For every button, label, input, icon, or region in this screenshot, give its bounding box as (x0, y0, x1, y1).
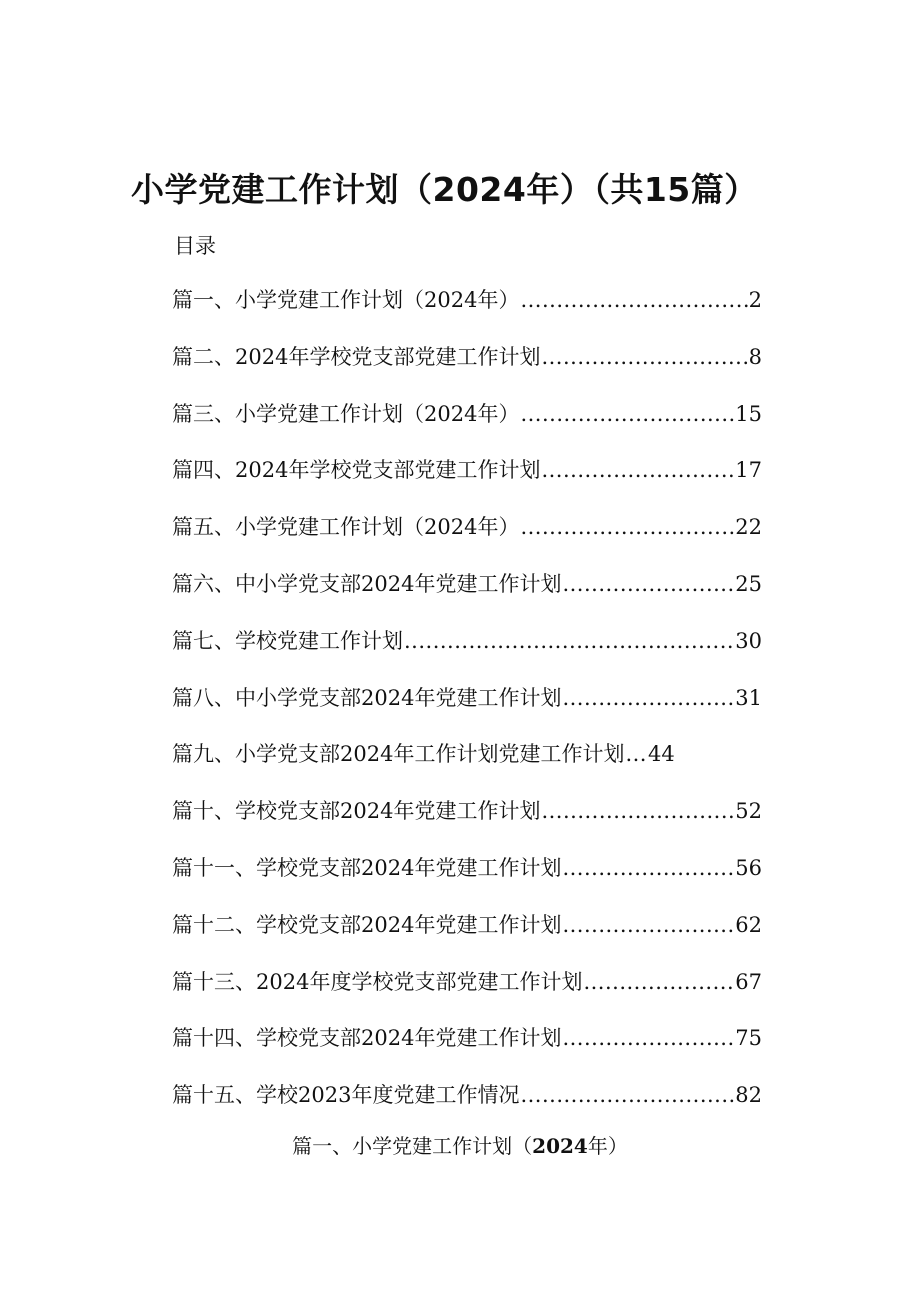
dot-leader (520, 284, 747, 316)
toc-page-number: 30 (735, 628, 762, 653)
toc-entry-title: 篇四、2024年学校党支部党建工作计划 (172, 458, 541, 483)
toc-entry[interactable] (172, 454, 762, 511)
section-heading-year: 2024 (532, 1134, 588, 1158)
toc-entry[interactable] (172, 738, 762, 795)
dot-leader (520, 1079, 734, 1111)
toc-entry[interactable] (172, 568, 762, 625)
toc-page-number: 62 (735, 912, 762, 937)
toc-entry[interactable] (172, 909, 762, 966)
toc-page-number: 52 (735, 799, 762, 824)
toc-page-number: 31 (735, 685, 762, 710)
dot-leader (583, 966, 734, 998)
toc-entry[interactable] (172, 341, 762, 398)
section-heading-prefix: 篇一、小学党建工作计划（ (292, 1134, 533, 1158)
toc-entry-title: 篇三、小学党建工作计划（2024年） (172, 401, 520, 426)
dot-leader (404, 625, 734, 657)
toc-entry-title: 篇十、学校党支部2024年党建工作计划 (172, 799, 541, 824)
dot-leader (562, 1022, 734, 1054)
toc-entry-title: 篇十五、学校2023年度党建工作情况 (172, 1083, 520, 1108)
toc-page-number: 44 (647, 742, 675, 767)
toc-entry[interactable] (172, 852, 762, 909)
toc-page-number: 8 (748, 344, 762, 369)
dot-leader (562, 682, 734, 714)
toc-entry-title: 篇十一、学校党支部2024年党建工作计划 (172, 855, 562, 880)
toc-entry-title: 篇九、小学党支部2024年工作计划党建工作计划 (172, 742, 625, 767)
toc-entry-title: 篇一、小学党建工作计划（2024年） (172, 288, 520, 312)
toc-page-number: 22 (735, 515, 762, 540)
toc-page-number: 56 (735, 855, 762, 880)
toc-entry[interactable] (172, 625, 762, 682)
toc-heading: 目录 (174, 234, 216, 258)
toc-page-number: 2 (748, 288, 762, 312)
toc-page-number: 17 (735, 458, 762, 483)
toc-entry-title: 篇十四、学校党支部2024年党建工作计划 (172, 1026, 562, 1051)
toc-entry-title: 篇二、2024年学校党支部党建工作计划 (172, 344, 541, 369)
document-title: 小学党建工作计划（2024年）（共15篇） (131, 170, 758, 210)
dot-leader (625, 738, 647, 770)
dot-leader (562, 852, 734, 884)
toc-entry[interactable] (172, 795, 762, 852)
table-of-contents (172, 284, 762, 1136)
toc-entry[interactable] (172, 682, 762, 739)
toc-entry-title: 篇六、中小学党支部2024年党建工作计划 (172, 571, 562, 596)
toc-entry-title: 篇八、中小学党支部2024年党建工作计划 (172, 685, 562, 710)
toc-entry-title: 篇十二、学校党支部2024年党建工作计划 (172, 912, 562, 937)
toc-entry-title: 篇五、小学党建工作计划（2024年） (172, 515, 520, 540)
toc-page-number: 75 (735, 1026, 762, 1051)
toc-page-number: 25 (735, 571, 762, 596)
dot-leader (520, 511, 734, 543)
toc-page-number: 82 (735, 1083, 762, 1108)
dot-leader (541, 795, 734, 827)
toc-entry-title: 篇七、学校党建工作计划 (172, 628, 403, 653)
section-heading (0, 1130, 920, 1162)
toc-page-number: 67 (735, 969, 762, 994)
toc-entry[interactable] (172, 966, 762, 1023)
dot-leader (562, 568, 734, 600)
toc-page-number: 15 (735, 401, 762, 426)
dot-leader (562, 909, 734, 941)
toc-entry[interactable] (172, 1022, 762, 1079)
toc-entry[interactable] (172, 398, 762, 455)
toc-entry[interactable] (172, 511, 762, 568)
toc-entry[interactable] (172, 284, 762, 341)
toc-entry-title: 篇十三、2024年度学校党支部党建工作计划 (172, 969, 583, 994)
dot-leader (541, 341, 747, 373)
toc-entry[interactable] (172, 1079, 762, 1136)
dot-leader (520, 398, 734, 430)
dot-leader (541, 454, 734, 486)
section-heading-suffix: 年） (587, 1134, 628, 1158)
